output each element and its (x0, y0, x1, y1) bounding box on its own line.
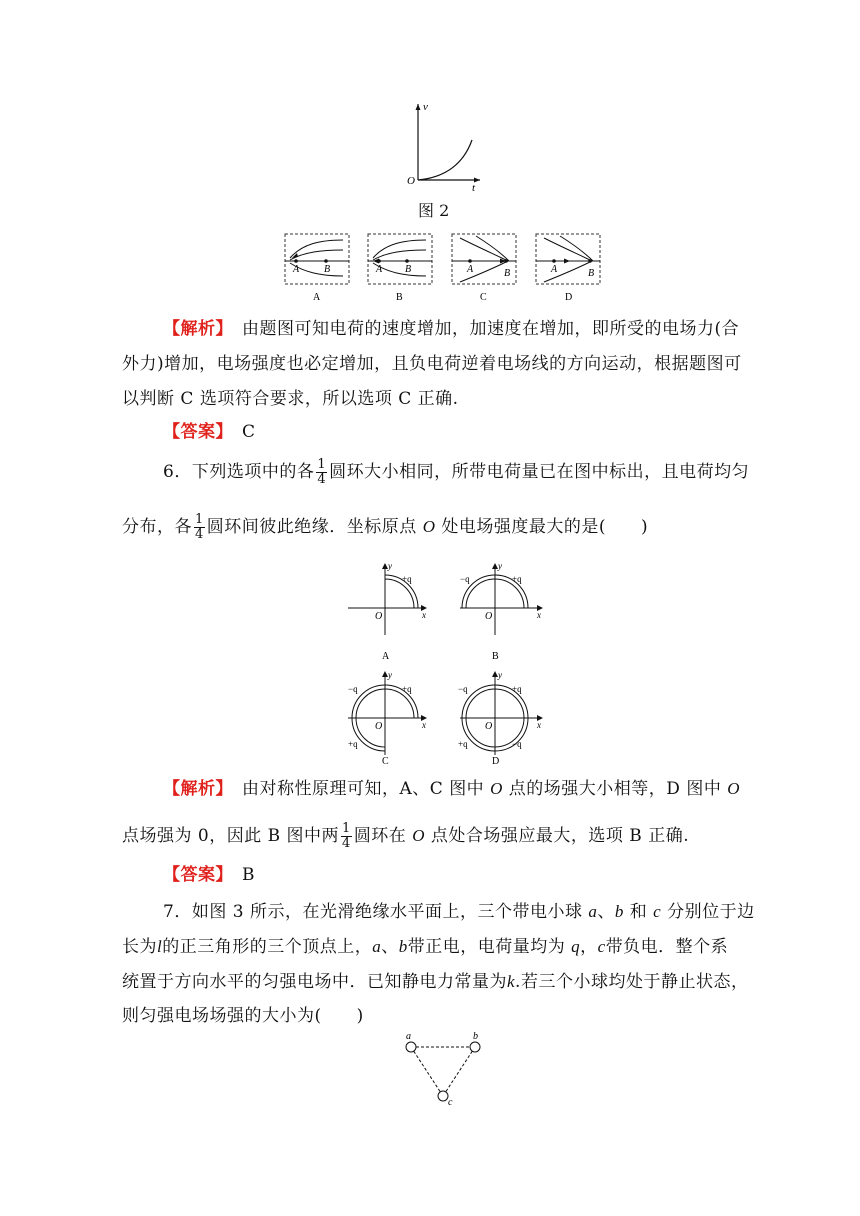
charge-plus: +q (402, 574, 412, 584)
q6-question-line1: 6．下列选项中的各 $\frac{1}{4}$ 圆环大小相同，所带电荷量已在图中标出，且电荷均匀 (163, 457, 750, 487)
charge-a-label: A (551, 264, 558, 275)
option-a-field-diagram (285, 234, 349, 303)
charge-plus: +q (402, 684, 412, 694)
option-d-field-diagram (536, 234, 600, 303)
label-b: b (473, 1031, 478, 1042)
q7-triangle-figure (395, 1030, 495, 1110)
charge-plus: +q (512, 574, 522, 584)
option-d-ring (458, 670, 542, 765)
v-axis-label: v (423, 101, 428, 113)
option-a-ring (348, 561, 426, 662)
charge-plus: +q (512, 684, 522, 694)
charge-a-label: A (376, 264, 383, 275)
ball-b (470, 1042, 480, 1052)
charge-a-label: A (293, 264, 300, 275)
q5-analysis-line3: 以判断 C 选项符合要求，所以选项 C 正确. (122, 389, 459, 409)
option-a-label: A (313, 292, 321, 303)
option-b-label: B (396, 292, 403, 303)
figure-2-caption: 图 2 (418, 201, 450, 220)
origin: O (375, 611, 383, 622)
answer-tag: 【答案】 (163, 422, 225, 442)
label-c: c (448, 1097, 453, 1108)
q6-question-line2: 分布，各 $\frac{1}{4}$ 圆环间彼此绝缘．坐标原点 O 处电场强度最大的是( ) (122, 512, 649, 542)
option-label-a: A (382, 651, 390, 662)
field-line-options-figure (280, 230, 610, 305)
charge-plus: +q (348, 739, 358, 749)
axis-y: y (388, 561, 392, 571)
option-d-label: D (565, 292, 573, 303)
option-label-b: B (492, 651, 499, 662)
q6-analysis-line1: 【解析】 由对称性原理可知，A、C 图中 O 点的场强大小相等，D 图中 O (163, 779, 741, 799)
charge-b-label: B (405, 264, 412, 275)
option-b-ring (460, 561, 542, 662)
q6-answer-value: B (242, 865, 255, 885)
fraction-quarter: $\frac{1}{4}$ (195, 512, 204, 542)
q5-analysis-line2: 外力)增加，电场强度也必定增加，且负电荷逆着电场线的方向运动，根据题图可 (122, 354, 742, 374)
origin: O (485, 611, 493, 622)
charge-minus: −q (458, 684, 468, 694)
q5-answer (163, 415, 743, 450)
origin-label: O (407, 175, 415, 187)
origin: O (375, 721, 383, 732)
option-label-c: C (382, 756, 389, 765)
axis-x: x (422, 720, 426, 730)
charge-plus: +q (458, 739, 468, 749)
axis-x: x (422, 610, 426, 620)
axis-x: x (537, 610, 541, 620)
q7-question-line1: 7．如图 3 所示，在光滑绝缘水平面上，三个带电小球 a、b 和 c 分别位于边 (163, 902, 755, 922)
ball-a (406, 1042, 416, 1052)
axis-y: y (498, 670, 502, 680)
charge-minus: −q (512, 739, 522, 749)
q6-analysis-line2: 点场强为 0，因此 B 图中两 $\frac{1}{4}$ 圆环在 O 点处合场强应最大，选项 B 正确. (122, 821, 690, 851)
charge-minus: −q (460, 574, 470, 584)
option-label-d: D (492, 756, 500, 765)
t-axis-label: t (472, 182, 476, 193)
charge-b-label: B (324, 264, 331, 275)
label-a: a (406, 1031, 411, 1042)
charge-a-label: A (467, 264, 474, 275)
q5-analysis (163, 312, 743, 347)
charge-b-label: B (588, 268, 595, 279)
q7-question-line2: 长为l的正三角形的三个顶点上，a、b带正电，电荷量均为 q，c带负电．整个系 (122, 937, 729, 957)
q7-question-line4: 则匀强电场场强的大小为( ) (122, 1006, 364, 1026)
fraction-quarter: $\frac{1}{4}$ (317, 457, 327, 487)
fraction-quarter: $\frac{1}{4}$ (342, 821, 351, 851)
q5-analysis-line1: 由题图可知电荷的速度增加，加速度在增加，即所受的电场力(合 (242, 319, 740, 339)
q6-answer: 【答案】 B (163, 865, 255, 885)
q7-question-line3: 统置于方向水平的匀强电场中．已知静电力常量为k.若三个小球均处于静止状态， (122, 972, 749, 992)
q6-ring-options-figure (340, 560, 550, 765)
analysis-tag: 【解析】 (163, 319, 225, 339)
option-b-field-diagram (368, 234, 432, 303)
q5-answer-value: C (242, 422, 256, 442)
charge-minus: −q (348, 684, 358, 694)
charge-b-label: B (504, 268, 511, 279)
axis-x: x (537, 720, 541, 730)
option-c-field-diagram (452, 234, 516, 303)
option-c-label: C (480, 292, 487, 303)
option-c-ring (348, 670, 426, 765)
axis-y: y (388, 670, 392, 680)
axis-y: y (498, 561, 502, 571)
ball-c (438, 1091, 448, 1101)
origin: O (485, 721, 493, 732)
figure-2-vt-graph (400, 98, 490, 193)
